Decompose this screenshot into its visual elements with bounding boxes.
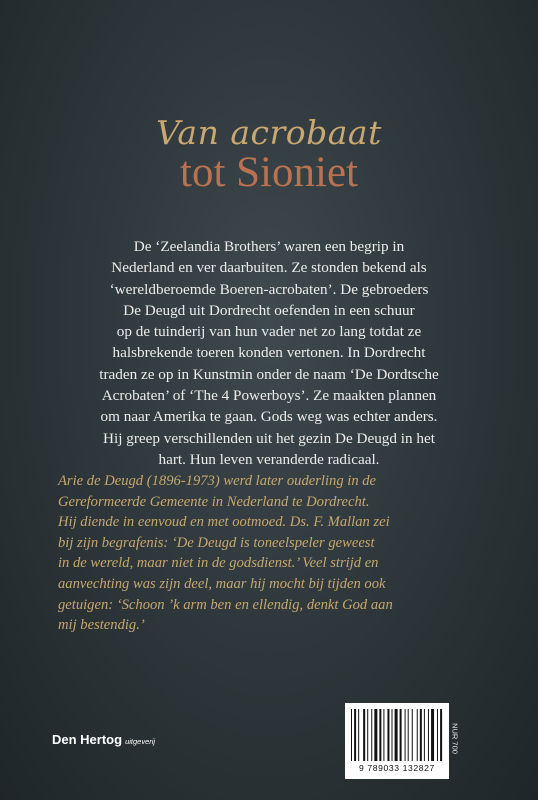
- barcode-bar: [354, 709, 356, 761]
- barcode-bar: [424, 709, 425, 761]
- quote-text: [58, 471, 482, 636]
- barcode-bar: [351, 709, 352, 761]
- quote-line: Arie de Deugd (1896-1973) werd later ouderling in de: [58, 473, 377, 489]
- barcode-bar: [412, 709, 413, 761]
- title-main: tot Sioniet: [180, 149, 358, 196]
- barcode-bar: [405, 709, 406, 761]
- description-line: halsbrekende toeren konden vertonen. In Dordrecht: [112, 344, 426, 362]
- barcode-bar: [408, 709, 409, 761]
- publisher-logo: [52, 731, 155, 749]
- barcode-bars: [351, 709, 443, 761]
- barcode-bar: [367, 709, 368, 761]
- barcode-number: 9 789033 132827: [359, 763, 435, 773]
- barcode-bar: [374, 709, 377, 761]
- quote-line: aanvechting was zijn deel, maar hij mocht bij tijden ook: [58, 575, 386, 592]
- description-line: hart. Hun leven veranderde radicaal.: [158, 450, 380, 468]
- barcode-bar: [383, 709, 384, 761]
- barcode-bar: [417, 709, 418, 761]
- barcode: [345, 703, 449, 779]
- publisher-sub: uitgeverij: [125, 737, 156, 746]
- description-line: op de tuinderij van hun vader net zo lang totdat ze: [116, 323, 422, 341]
- description-line: Nederland en ver daarbuiten. Ze stonden bekend als: [111, 259, 427, 277]
- quote-line: in de wereld, maar niet in de godsdienst.’ Veel strijd en: [58, 555, 379, 572]
- barcode-bar: [371, 709, 372, 761]
- description-line: Acrobaten’ of ‘The 4 Powerboys’. Ze maakten plannen: [101, 387, 437, 405]
- barcode-bar: [440, 709, 442, 761]
- description-line: De Deugd uit Dordrecht oefenden in een schuur: [123, 301, 415, 319]
- description-text: [40, 236, 498, 470]
- nur-code: [449, 703, 460, 779]
- description-line: Hij greep verschillenden uit het gezin De Deugd in het: [103, 429, 435, 447]
- barcode-bar: [363, 709, 365, 761]
- barcode-bar: [392, 709, 393, 761]
- quote-line: Hij diende in eenvoud en met ootmoed. Ds. F. Mallan zei: [58, 514, 390, 531]
- barcode-bar: [400, 709, 402, 761]
- title-script: Van acrobaat: [156, 113, 382, 152]
- barcode-bar: [420, 709, 422, 761]
- barcode-bar: [395, 709, 398, 761]
- description-line: om naar Amerika te gaan. Gods weg was echter anders.: [100, 408, 438, 426]
- publisher-name: Den Hertog: [52, 732, 123, 747]
- description-line: ‘wereldberoemde Boeren-acrobaten’. De gebroeders: [109, 280, 429, 298]
- nur-label: NUR 700: [450, 723, 460, 754]
- barcode-bar: [379, 709, 381, 761]
- description-line: De ‘Zeelandia Brothers’ waren een begrip in: [133, 238, 405, 255]
- barcode-bar: [428, 709, 429, 761]
- barcode-bar: [387, 709, 389, 761]
- barcode-bar: [358, 709, 359, 761]
- quote-line: Gereformeerde Gemeente in Nederland te Dordrecht.: [58, 493, 370, 510]
- barcode-bar: [431, 709, 434, 761]
- quote-line: bij zijn begrafenis: ‘De Deugd is toneelspeler geweest: [58, 534, 375, 551]
- description-line: traden ze op in Kunstmin onder de naam ‘De Dordtsche: [99, 365, 439, 383]
- quote-line: mij bestendig.’: [58, 617, 145, 634]
- quote-line: getuigen: ‘Schoon ’k arm ben en ellendig, denkt God aan: [58, 596, 393, 613]
- barcode-bar: [437, 709, 438, 761]
